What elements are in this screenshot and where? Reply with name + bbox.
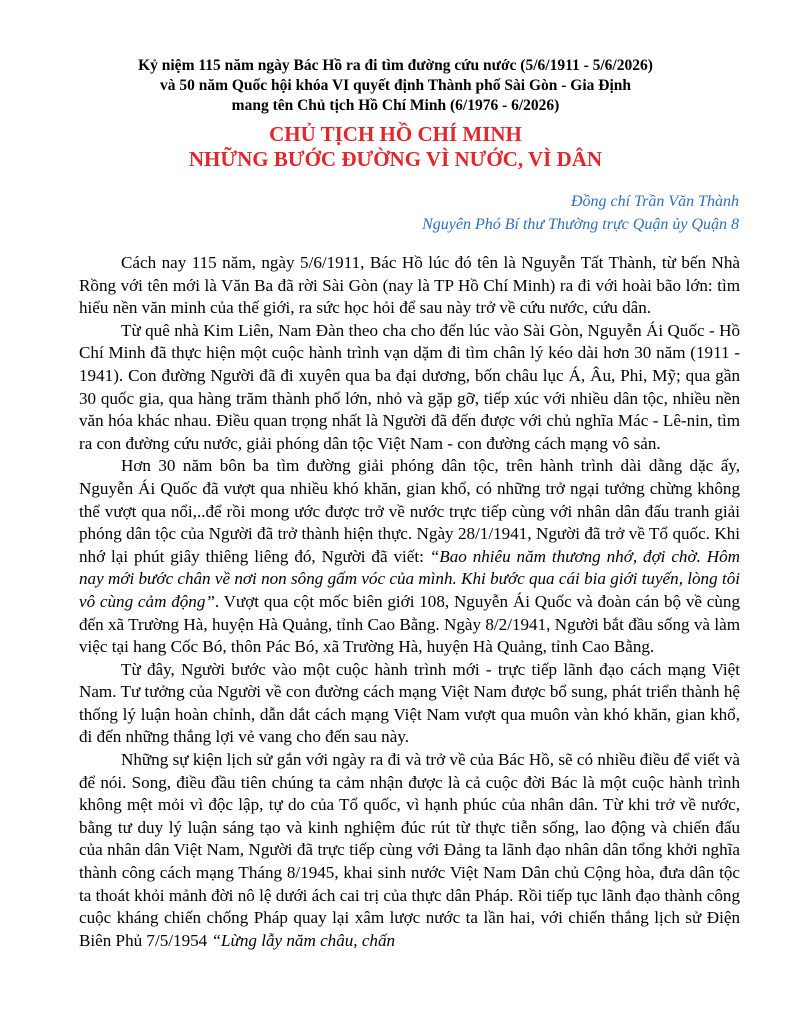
header-line-3: mang tên Chủ tịch Hồ Chí Minh (6/1976 - 6/2026) bbox=[231, 97, 560, 114]
article-title bbox=[60, 122, 731, 172]
header-line-2: và 50 năm Quốc hội khóa VI quyết định Thành phố Sài Gòn - Gia Định bbox=[159, 77, 632, 94]
paragraph-3-text-a: Hơn 30 năm bôn ba tìm đường giải phóng dân tộc, trên hành trình dài dằng dặc ấy, Nguyễn Ái Quốc đã vượt qua nhiều khó khăn, gian khổ, có những trở ngại tưởng chừng không thể vượt qua nổi,..để rồi mong ước được trở về nước trực tiếp cùng với nhân dân đấu tranh giải phóng dân tộc của Người đã trở thành hiện thực. Ngày 28/1/1941, Người đã trở về Tổ quốc. Khi nhớ lại phút giây thiêng liêng đó, Người đã viết: bbox=[79, 456, 740, 566]
paragraph-3 bbox=[79, 455, 740, 658]
paragraph-3-text-b: . Vượt qua cột mốc biên giới 108, Nguyễn Ái Quốc và đoàn cán bộ về cùng đến xã Trường Hà, huyện Hà Quảng, tỉnh Cao Bằng. Ngày 8/2/1941, Người bắt đầu sống và làm việc tại hang Cốc Bó, thôn Pác Bó, xã Trường Hà, huyện Hà Quảng, tỉnh Cao Bằng. bbox=[79, 591, 740, 657]
paragraph-2: Từ quê nhà Kim Liên, Nam Đàn theo cha cho đến lúc vào Sài Gòn, Nguyễn Ái Quốc - Hồ Chí Minh đã thực hiện một cuộc hành trình vạn dặm đi tìm chân lý kéo dài hơn 30 năm (1911 - 1941). Con đường Người đã đi xuyên qua ba đại dương, bốn châu lục Á, Âu, Phi, Mỹ; qua gần 30 quốc gia, qua hàng trăm thành phố lớn, nhỏ và gặp gỡ, tiếp xúc với nhiều dân tộc, nhiều nền văn hóa khác nhau. Điều quan trọng nhất là Người đã đến được với chủ nghĩa Mác - Lê-nin, tìm ra con đường cứu nước, giải phóng dân tộc Việt Nam - con đường cách mạng vô sản. bbox=[79, 320, 740, 453]
paragraph-3-quote: “Bao nhiêu năm thương nhớ, đợi chờ. Hôm nay mới bước chân về nơi non sông gấm vóc của mình. Khi bước qua cái bia giới tuyến, lòng tôi vô cùng cảm động” bbox=[79, 546, 740, 611]
title-line-1: CHỦ TỊCH HỒ CHÍ MINH bbox=[269, 122, 522, 146]
paragraph-5-quote: “Lừng lẫy năm châu, chấn bbox=[211, 930, 396, 950]
author-name: Đồng chí Trần Văn Thành bbox=[570, 193, 739, 210]
author-position: Nguyên Phó Bí thư Thường trực Quận ủy Quận 8 bbox=[422, 216, 739, 233]
paragraph-4: Từ đây, Người bước vào một cuộc hành trình mới - trực tiếp lãnh đạo cách mạng Việt Nam. Tư tưởng của Người về con đường cách mạng Việt Nam được bổ sung, phát triển thành hệ thống lý luận hoàn chỉnh, dẫn dắt cách mạng Việt Nam vượt qua muôn vàn khó khăn, gian khổ, đi đến những thắng lợi vẻ vang cho đến sau này. bbox=[79, 659, 740, 747]
header-line-1: Kỷ niệm 115 năm ngày Bác Hồ ra đi tìm đường cứu nước (5/6/1911 - 5/6/2026) bbox=[138, 57, 653, 74]
paragraph-5 bbox=[79, 749, 740, 952]
author-block bbox=[239, 190, 739, 236]
paragraph-5-text: Những sự kiện lịch sử gắn với ngày ra đi và trở về của Bác Hồ, sẽ có nhiều điều để viết và để nói. Song, điều đầu tiên chúng ta cảm nhận được là cả cuộc đời Bác là một cuộc hành trình không mệt mỏi vì độc lập, tự do của Tổ quốc, vì hạnh phúc của nhân dân. Từ khi trở về nước, bằng tư duy lý luận sáng tạo và kinh nghiệm đúc rút từ thực tiễn sống, lao động và chiến đấu của nhân dân Việt Nam, Người đã trực tiếp cùng với Đảng ta lãnh đạo nhân dân tổng khởi nghĩa thành công cách mạng Tháng 8/1945, khai sinh nước Việt Nam Dân chủ Cộng hòa, đưa dân tộc ta thoát khỏi mảnh đời nô lệ dưới ách cai trị của thực dân Pháp. Rồi tiếp tục lãnh đạo thành công cuộc kháng chiến chống Pháp quay lại xâm lược nước ta lần hai, với chiến thắng lịch sử Điện Biên Phủ 7/5/1954 bbox=[79, 750, 740, 950]
article-body bbox=[79, 252, 740, 952]
paragraph-1: Cách nay 115 năm, ngày 5/6/1911, Bác Hồ lúc đó tên là Nguyễn Tất Thành, từ bến Nhà Rồng với tên mới là Văn Ba đã rời Sài Gòn (nay là TP Hồ Chí Minh) ra đi với hoài bão lớn: tìm hiểu nền văn minh của thế giới, ra sức học hỏi để sau này trở về cứu nước, cứu dân. bbox=[79, 253, 740, 318]
commemoration-header bbox=[60, 56, 731, 116]
title-line-2: NHỮNG BƯỚC ĐƯỜNG VÌ NƯỚC, VÌ DÂN bbox=[188, 147, 603, 171]
